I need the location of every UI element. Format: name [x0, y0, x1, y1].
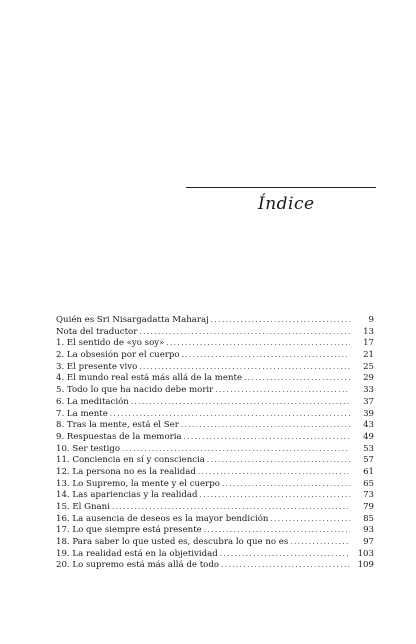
toc-entry[interactable]	[56, 514, 374, 526]
toc-entry[interactable]	[56, 537, 374, 549]
toc-leader-dots	[211, 315, 350, 327]
toc-leader-dots	[184, 432, 350, 444]
toc-leader-dots	[198, 467, 350, 479]
toc-entry-label: 11. Conciencia en sí y consciencia	[56, 455, 205, 466]
toc-entry-label: 8. Tras la mente, está el Ser	[56, 420, 179, 431]
toc-page-number: 61	[363, 466, 374, 477]
toc-entry[interactable]	[56, 327, 374, 339]
toc-leader-dots	[220, 549, 350, 561]
toc-entry[interactable]	[56, 560, 374, 572]
toc-entry[interactable]	[56, 420, 374, 432]
toc-leader-dots	[181, 420, 350, 432]
toc-entry[interactable]	[56, 362, 374, 374]
toc-page-number: 53	[363, 443, 374, 454]
toc-entry[interactable]	[56, 432, 374, 444]
toc-page-number: 21	[363, 350, 374, 361]
toc-page-number: 85	[363, 513, 374, 524]
toc-leader-dots	[270, 514, 350, 526]
toc-leader-dots	[122, 444, 350, 456]
toc-entry-label: 17. Lo que siempre está presente	[56, 525, 202, 536]
toc-entry[interactable]	[56, 490, 374, 502]
toc-page-number: 109	[357, 560, 374, 571]
toc-leader-dots	[244, 373, 350, 385]
toc-leader-dots	[290, 537, 350, 549]
toc-page-number: 103	[357, 548, 374, 559]
toc-entry-label: 2. La obsesión por el cuerpo	[56, 350, 180, 361]
toc-leader-dots	[222, 479, 350, 491]
toc-entry[interactable]	[56, 467, 374, 479]
toc-entry[interactable]	[56, 479, 374, 491]
toc-leader-dots	[207, 455, 350, 467]
toc-page-number: 97	[363, 537, 374, 548]
toc-entry[interactable]	[56, 397, 374, 409]
toc-entry-label: 14. Las apariencias y la realidad	[56, 490, 198, 501]
toc-leader-dots	[215, 385, 350, 397]
toc-entry[interactable]	[56, 409, 374, 421]
toc-entry[interactable]	[56, 444, 374, 456]
toc-entry[interactable]	[56, 350, 374, 362]
toc-leader-dots	[139, 362, 350, 374]
toc-leader-dots	[166, 338, 350, 350]
toc-page-number: 25	[363, 361, 374, 372]
title-rule	[186, 187, 376, 188]
toc-page-number: 65	[363, 478, 374, 489]
toc-entry-label: 6. La meditación	[56, 396, 129, 407]
toc-leader-dots	[204, 525, 350, 537]
toc-leader-dots	[112, 502, 350, 514]
toc-entry-label: Nota del traductor	[56, 326, 138, 337]
toc-entry[interactable]	[56, 455, 374, 467]
toc-page-number: 17	[363, 338, 374, 349]
toc-entry-label: 19. La realidad está en la objetividad	[56, 548, 218, 559]
toc-entry-label: 1. El sentido de «yo soy»	[56, 338, 165, 349]
toc-leader-dots	[139, 327, 350, 339]
toc-page-number: 43	[363, 420, 374, 431]
toc-entry[interactable]	[56, 502, 374, 514]
toc-entry[interactable]	[56, 373, 374, 385]
toc-page-number: 73	[363, 490, 374, 501]
toc-page-number: 9	[368, 315, 374, 325]
page-title: Índice	[258, 194, 315, 214]
toc-leader-dots	[200, 490, 350, 502]
toc-entry-label: 10. Ser testigo	[56, 443, 121, 454]
toc-entry[interactable]	[56, 549, 374, 561]
toc-entry-label: 16. La ausencia de deseos es la mayor bendición	[56, 513, 269, 524]
toc-entry-label: 18. Para saber lo que usted es, descubra lo que no es	[56, 537, 289, 548]
toc-leader-dots	[221, 560, 350, 572]
toc-entry-label: 7. La mente	[56, 408, 108, 419]
toc-entry-label: 12. La persona no es la realidad	[56, 466, 196, 477]
toc-page-number: 93	[363, 525, 374, 536]
toc-entry-label: 9. Respuestas de la memoria	[56, 431, 182, 442]
toc-entry-label: Quién es Sri Nisargadatta Maharaj	[56, 315, 209, 325]
toc-page-number: 79	[363, 502, 374, 512]
toc-page-number: 37	[363, 396, 374, 407]
toc-page-number: 13	[363, 326, 374, 337]
toc-page-number: 57	[363, 455, 374, 466]
toc-leader-dots	[182, 350, 350, 362]
table-of-contents	[56, 315, 374, 572]
toc-page-number: 39	[363, 408, 374, 419]
toc-entry[interactable]	[56, 338, 374, 350]
toc-leader-dots	[110, 409, 350, 421]
toc-entry-label: 5. Todo lo que ha nacido debe morir	[56, 385, 214, 396]
toc-page-number: 49	[363, 431, 374, 442]
toc-entry[interactable]	[56, 315, 374, 327]
toc-entry-label: 20. Lo supremo está más allá de todo	[56, 560, 220, 571]
toc-entry-label: 15. El Gnani	[56, 502, 110, 512]
toc-leader-dots	[131, 397, 350, 409]
toc-page-number: 33	[363, 385, 374, 396]
toc-entry[interactable]	[56, 385, 374, 397]
toc-entry-label: 13. Lo Supremo, la mente y el cuerpo	[56, 478, 220, 489]
toc-entry[interactable]	[56, 525, 374, 537]
toc-entry-label: 3. El presente vivo	[56, 361, 138, 372]
toc-page-number: 29	[363, 373, 374, 384]
toc-entry-label: 4. El mundo real está más allá de la mente	[56, 373, 243, 384]
